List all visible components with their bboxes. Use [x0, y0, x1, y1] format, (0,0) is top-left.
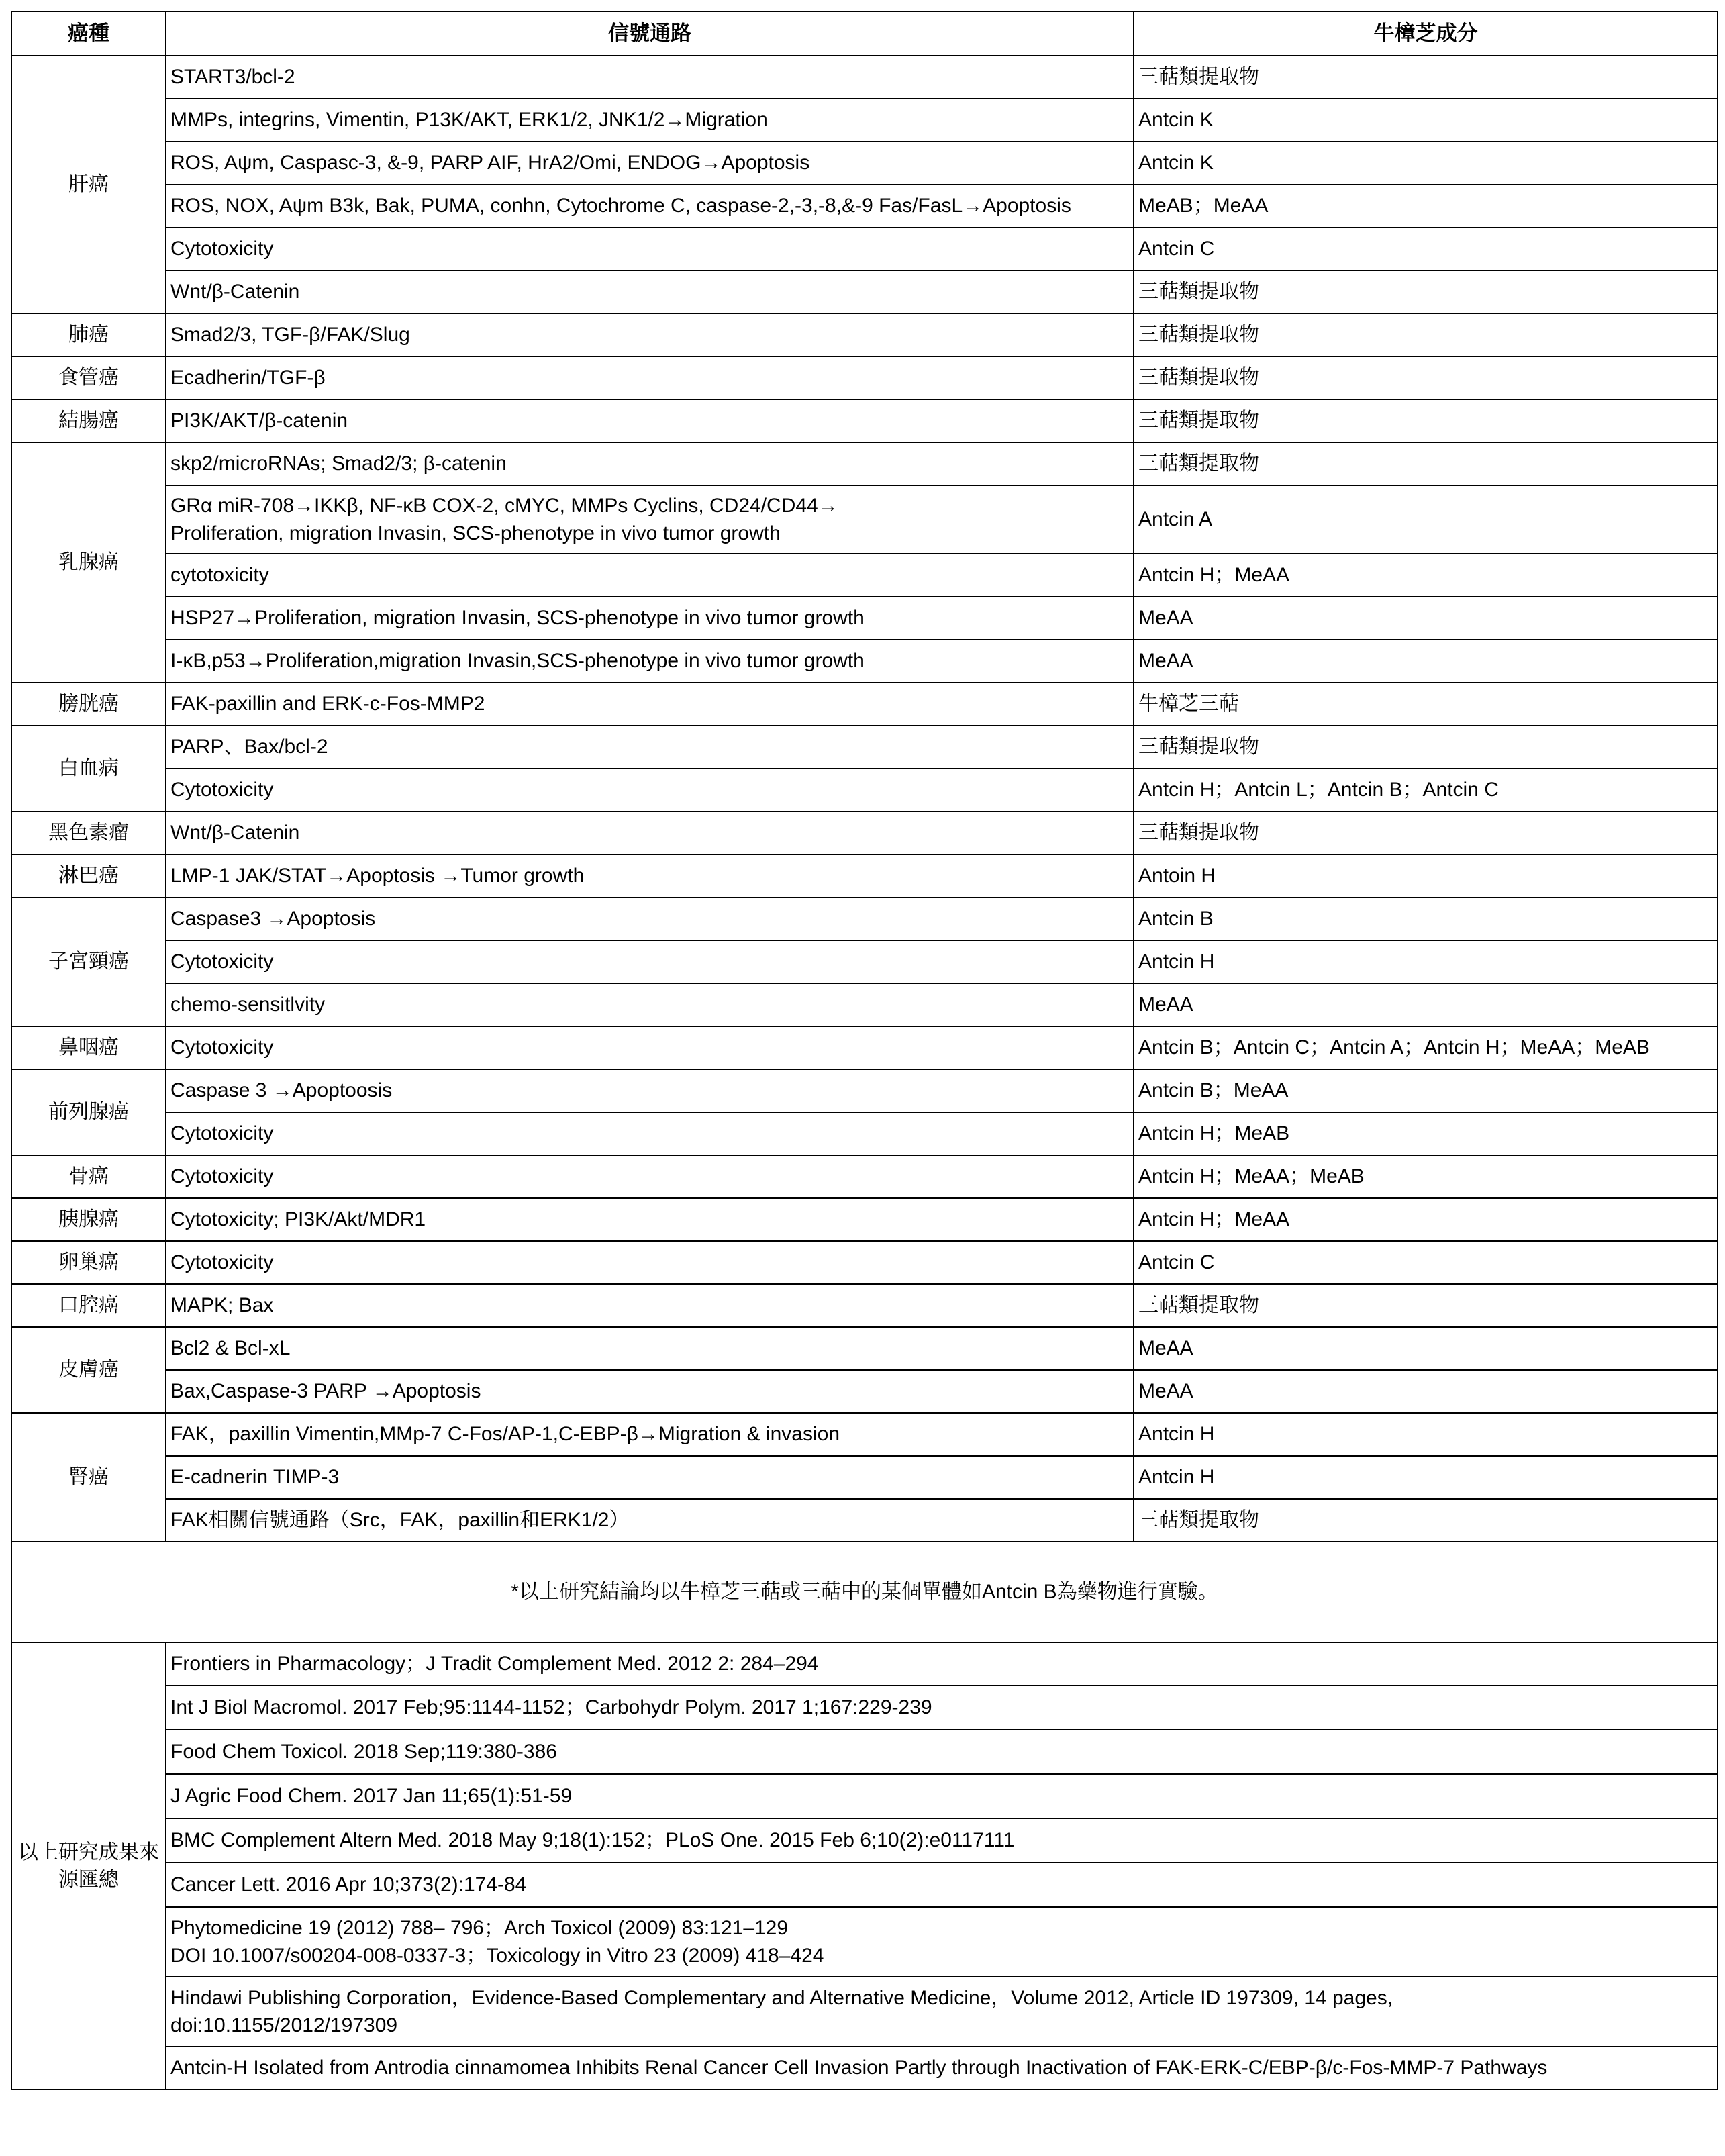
reference-row: [11, 1730, 1718, 1774]
table-row: [11, 99, 1718, 142]
pathway-cell: FAK-paxillin and ERK-c-Fos-MMP2: [166, 683, 1134, 726]
table-row: [11, 983, 1718, 1026]
reference-cell: [166, 1818, 1718, 1863]
cancer-type-cell: 黑色素瘤: [11, 812, 166, 854]
cancer-type-cell: 鼻咽癌: [11, 1026, 166, 1069]
component-cell: Antcin H；Antcin L；Antcin B；Antcin C: [1134, 769, 1718, 812]
pathway-cell: Cytotoxicity: [166, 940, 1134, 983]
component-cell: Antcin A: [1134, 485, 1718, 554]
component-cell: MeAB；MeAA: [1134, 185, 1718, 228]
pathway-line: Proliferation, migration Invasin, SCS-phenotype in vivo tumor growth: [170, 522, 781, 544]
cancer-type-cell: 腎癌: [11, 1413, 166, 1542]
table-row: [11, 1456, 1718, 1499]
references-label: 以上研究成果來源匯總: [11, 1643, 166, 2090]
cancer-type-cell: 結腸癌: [11, 399, 166, 442]
table-row: [11, 812, 1718, 854]
table-row: [11, 399, 1718, 442]
reference-row: [11, 1643, 1718, 1685]
component-cell: Antcin H；MeAA: [1134, 1198, 1718, 1241]
reference-line: Phytomedicine 19 (2012) 788– 796；Arch Toxicol (2009) 83:121–129: [170, 1916, 789, 1939]
cancer-type-cell: 皮膚癌: [11, 1327, 166, 1413]
pathway-cell: FAK，paxillin Vimentin,MMp-7 C-Fos/AP-1,C-EBP-β→Migration & invasion: [166, 1413, 1134, 1456]
component-cell: 三萜類提取物: [1134, 399, 1718, 442]
pathway-cell: LMP-1 JAK/STAT→Apoptosis →Tumor growth: [166, 854, 1134, 897]
reference-row: [11, 1863, 1718, 1907]
pathway-cell: Cytotoxicity: [166, 1155, 1134, 1198]
cancer-type-cell: 子宮頸癌: [11, 897, 166, 1026]
pathway-cell: Wnt/β-Catenin: [166, 812, 1134, 854]
header-row: [11, 11, 1718, 56]
note-row: [11, 1542, 1718, 1643]
pathway-cell: Caspase3 →Apoptosis: [166, 897, 1134, 940]
reference-cell: [166, 1685, 1718, 1730]
table-row: [11, 769, 1718, 812]
pathway-cell: MAPK; Bax: [166, 1284, 1134, 1327]
table-row: [11, 597, 1718, 640]
cancer-type-cell: 食管癌: [11, 356, 166, 399]
table-row: [11, 185, 1718, 228]
reference-line: Int J Biol Macromol. 2017 Feb;95:1144-1152；Carbohydr Polym. 2017 1;167:229-239: [170, 1696, 932, 1719]
table-row: [11, 1112, 1718, 1155]
pathway-cell: Cytotoxicity: [166, 1241, 1134, 1284]
cancer-type-cell: 肺癌: [11, 313, 166, 356]
component-cell: Antcin H: [1134, 1456, 1718, 1499]
cancer-type-cell: 白血病: [11, 726, 166, 812]
reference-row: [11, 1818, 1718, 1863]
component-cell: Antcin B: [1134, 897, 1718, 940]
table-row: [11, 1327, 1718, 1370]
reference-cell: [166, 2047, 1718, 2090]
component-cell: 三萜類提取物: [1134, 726, 1718, 769]
table-row: [11, 313, 1718, 356]
component-cell: Antoin H: [1134, 854, 1718, 897]
pathway-cell: I-κB,p53→Proliferation,migration Invasin,SCS-phenotype in vivo tumor growth: [166, 640, 1134, 683]
component-cell: Antcin K: [1134, 99, 1718, 142]
reference-line: BMC Complement Altern Med. 2018 May 9;18(1):152；PLoS One. 2015 Feb 6;10(2):e0117111: [170, 1829, 1015, 1852]
table-row: [11, 940, 1718, 983]
component-cell: Antcin H；MeAA；MeAB: [1134, 1155, 1718, 1198]
component-cell: Antcin K: [1134, 142, 1718, 185]
pathway-cell: Ecadherin/TGF-β: [166, 356, 1134, 399]
pathway-cell: Smad2/3, TGF-β/FAK/Slug: [166, 313, 1134, 356]
pathway-cell: PI3K/AKT/β-catenin: [166, 399, 1134, 442]
component-cell: MeAA: [1134, 1370, 1718, 1413]
table-row: [11, 640, 1718, 683]
table-row: [11, 271, 1718, 313]
table-row: [11, 1370, 1718, 1413]
component-cell: Antcin H: [1134, 940, 1718, 983]
table-row: [11, 1198, 1718, 1241]
cancer-pathway-table: [11, 11, 1718, 2090]
pathway-cell: ROS, NOX, Aψm B3k, Bak, PUMA, conhn, Cytochrome C, caspase-2,-3,-8,&-9 Fas/FasL→Apoptosis: [166, 185, 1134, 228]
component-cell: 牛樟芝三萜: [1134, 683, 1718, 726]
component-cell: 三萜類提取物: [1134, 356, 1718, 399]
table-row: [11, 897, 1718, 940]
table-row: [11, 1155, 1718, 1198]
component-cell: MeAA: [1134, 597, 1718, 640]
table-row: [11, 1069, 1718, 1112]
reference-line: Food Chem Toxicol. 2018 Sep;119:380-386: [170, 1741, 557, 1763]
table-row: [11, 1026, 1718, 1069]
table-row: [11, 56, 1718, 99]
header-component: 牛樟芝成分: [1134, 11, 1718, 56]
reference-row: [11, 2047, 1718, 2090]
pathway-cell: MMPs, integrins, Vimentin, P13K/AKT, ERK1/2, JNK1/2→Migration: [166, 99, 1134, 142]
table-row: [11, 854, 1718, 897]
reference-cell: [166, 1977, 1718, 2047]
pathway-cell: HSP27→Proliferation, migration Invasin, SCS-phenotype in vivo tumor growth: [166, 597, 1134, 640]
cancer-type-cell: 胰腺癌: [11, 1198, 166, 1241]
table-row: [11, 442, 1718, 485]
table-row: [11, 1284, 1718, 1327]
component-cell: 三萜類提取物: [1134, 812, 1718, 854]
pathway-cell: ROS, Aψm, Caspasc-3, &-9, PARP AIF, HrA2/Omi, ENDOG→Apoptosis: [166, 142, 1134, 185]
component-cell: MeAA: [1134, 640, 1718, 683]
table-row: [11, 356, 1718, 399]
component-cell: Antcin C: [1134, 1241, 1718, 1284]
component-cell: 三萜類提取物: [1134, 313, 1718, 356]
pathway-cell: Cytotoxicity: [166, 769, 1134, 812]
component-cell: Antcin H；MeAA: [1134, 554, 1718, 597]
pathway-cell: Bax,Caspase-3 PARP →Apoptosis: [166, 1370, 1134, 1413]
reference-cell: [166, 1907, 1718, 1977]
table-row: [11, 1241, 1718, 1284]
footnote: *以上研究結論均以牛樟芝三萜或三萜中的某個單體如Antcin B為藥物進行實驗。: [11, 1542, 1718, 1643]
cancer-type-cell: 卵巢癌: [11, 1241, 166, 1284]
cancer-type-cell: 淋巴癌: [11, 854, 166, 897]
table-row: [11, 554, 1718, 597]
cancer-type-cell: 口腔癌: [11, 1284, 166, 1327]
pathway-cell: Cytotoxicity: [166, 1112, 1134, 1155]
pathway-cell: Bcl2 & Bcl-xL: [166, 1327, 1134, 1370]
pathway-cell: Cytotoxicity; PI3K/Akt/MDR1: [166, 1198, 1134, 1241]
pathway-cell: E-cadnerin TIMP-3: [166, 1456, 1134, 1499]
pathway-cell: Caspase 3 →Apoptoosis: [166, 1069, 1134, 1112]
table-row: [11, 228, 1718, 271]
pathway-cell: [166, 485, 1134, 554]
reference-cell: [166, 1643, 1718, 1685]
reference-line: Hindawi Publishing Corporation，Evidence-Based Complementary and Alternative Medicine，Volume 2012, Article ID 197309, 14 pages,: [170, 1986, 1393, 2009]
table-row: [11, 485, 1718, 554]
reference-line: DOI 10.1007/s00204-008-0337-3；Toxicology in Vitro 23 (2009) 418–424: [170, 1945, 824, 1967]
reference-row: [11, 1907, 1718, 1977]
table-body: [11, 56, 1718, 2090]
reference-cell: [166, 1774, 1718, 1818]
reference-line: Cancer Lett. 2016 Apr 10;373(2):174-84: [170, 1873, 527, 1896]
header-pathway: 信號通路: [166, 11, 1134, 56]
component-cell: 三萜類提取物: [1134, 442, 1718, 485]
reference-line: J Agric Food Chem. 2017 Jan 11;65(1):51-59: [170, 1785, 573, 1808]
cancer-type-cell: 前列腺癌: [11, 1069, 166, 1155]
pathway-cell: Cytotoxicity: [166, 228, 1134, 271]
pathway-cell: FAK相關信號通路（Src，FAK，paxillin和ERK1/2）: [166, 1499, 1134, 1542]
component-cell: 三萜類提取物: [1134, 271, 1718, 313]
table-row: [11, 142, 1718, 185]
component-cell: MeAA: [1134, 1327, 1718, 1370]
reference-row: [11, 1685, 1718, 1730]
reference-line: Frontiers in Pharmacology；J Tradit Complement Med. 2012 2: 284–294: [170, 1653, 819, 1675]
cancer-type-cell: 膀胱癌: [11, 683, 166, 726]
component-cell: 三萜類提取物: [1134, 1499, 1718, 1542]
reference-row: [11, 1977, 1718, 2047]
component-cell: Antcin B；MeAA: [1134, 1069, 1718, 1112]
cancer-type-cell: 乳腺癌: [11, 442, 166, 683]
pathway-cell: PARP、Bax/bcl-2: [166, 726, 1134, 769]
table-row: [11, 683, 1718, 726]
reference-row: [11, 1774, 1718, 1818]
table-row: [11, 726, 1718, 769]
component-cell: Antcin B；Antcin C；Antcin A；Antcin H；MeAA；MeAB: [1134, 1026, 1718, 1069]
pathway-cell: cytotoxicity: [166, 554, 1134, 597]
pathway-cell: Wnt/β-Catenin: [166, 271, 1134, 313]
reference-line: Antcin-H Isolated from Antrodia cinnamomea Inhibits Renal Cancer Cell Invasion Partly through Inactivation of FAK-ERK-C/EBP-β/c-Fos-MMP-7 Pathways: [170, 2057, 1548, 2079]
cancer-type-cell: 骨癌: [11, 1155, 166, 1198]
pathway-cell: skp2/microRNAs; Smad2/3; β-catenin: [166, 442, 1134, 485]
component-cell: 三萜類提取物: [1134, 1284, 1718, 1327]
table-row: [11, 1413, 1718, 1456]
reference-line: doi:10.1155/2012/197309: [170, 2014, 398, 2037]
cancer-type-cell: 肝癌: [11, 56, 166, 313]
header-cancer: 癌種: [11, 11, 166, 56]
component-cell: Antcin H；MeAB: [1134, 1112, 1718, 1155]
component-cell: 三萜類提取物: [1134, 56, 1718, 99]
component-cell: Antcin C: [1134, 228, 1718, 271]
reference-cell: [166, 1863, 1718, 1907]
component-cell: MeAA: [1134, 983, 1718, 1026]
pathway-line: GRα miR-708→IKKβ, NF-κB COX-2, cMYC, MMPs Cyclins, CD24/CD44→: [170, 494, 838, 517]
pathway-cell: chemo-sensitlvity: [166, 983, 1134, 1026]
pathway-cell: START3/bcl-2: [166, 56, 1134, 99]
component-cell: Antcin H: [1134, 1413, 1718, 1456]
table-row: [11, 1499, 1718, 1542]
pathway-cell: Cytotoxicity: [166, 1026, 1134, 1069]
reference-cell: [166, 1730, 1718, 1774]
